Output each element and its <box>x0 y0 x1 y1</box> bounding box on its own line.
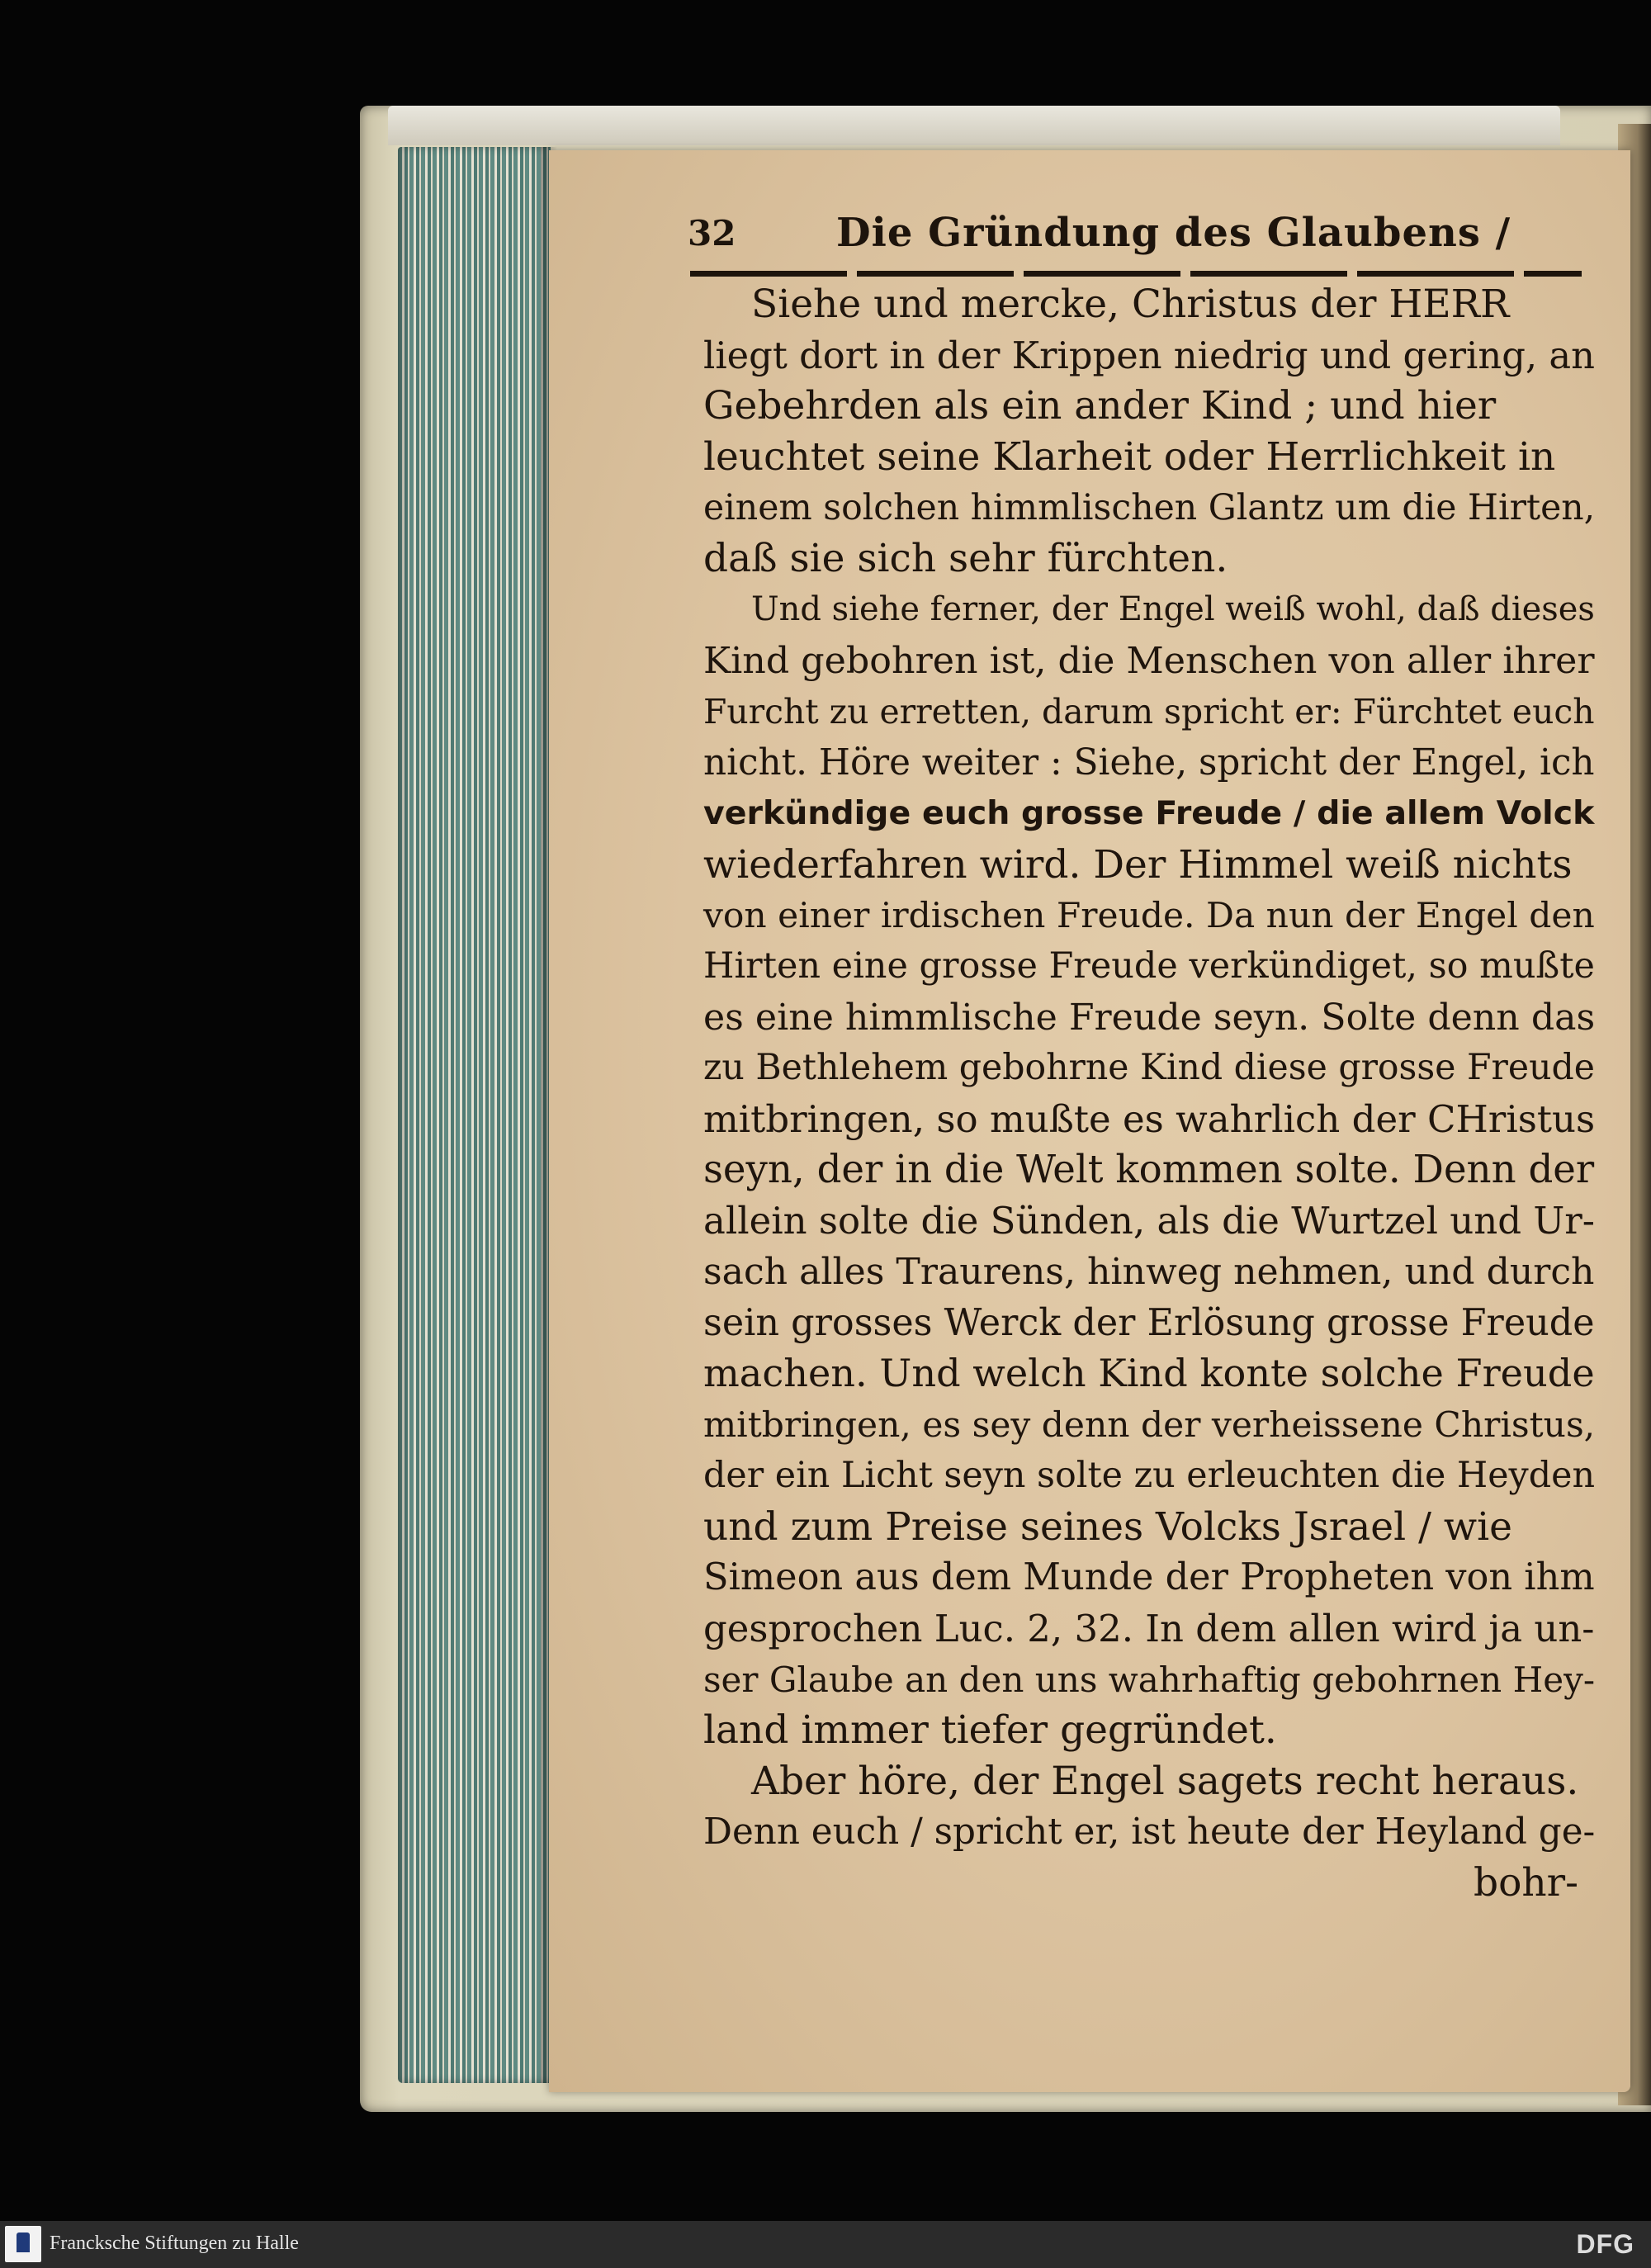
text-line: Hirten eine grosse Freude verkündiget, so mußte <box>703 945 1595 987</box>
header-rule <box>690 271 1582 277</box>
body-text <box>703 279 1595 1909</box>
text-line: nicht. Höre weiter : Siehe, spricht der Engel, ich <box>703 741 1595 784</box>
text-line: Gebehrden als ein ander Kind ; und hier <box>703 383 1497 429</box>
text-line: Aber höre, der Engel sagets recht heraus. <box>751 1758 1579 1804</box>
text-line: machen. Und welch Kind konte solche Freude <box>703 1351 1595 1396</box>
text-line: bohr- <box>1473 1860 1578 1906</box>
text-line: von einer irdischen Freude. Da nun der Engel den <box>703 895 1595 936</box>
viewer-footer <box>0 2221 1651 2268</box>
text-line: sach alles Traurens, hinweg nehmen, und durch <box>703 1251 1595 1294</box>
text-line: zu Bethlehem gebohrne Kind diese grosse Freude <box>703 1047 1595 1089</box>
book-cover-top-edge <box>388 106 1560 145</box>
text-line: seyn, der in die Welt kommen solte. Denn der <box>703 1147 1595 1192</box>
text-line: Furcht zu erretten, darum spricht er: Fürchtet euch <box>703 691 1595 732</box>
text-line: der ein Licht seyn solte zu erleuchten die Heyden <box>703 1454 1596 1496</box>
text-line: und zum Preise seines Volcks Jsrael / wie <box>703 1503 1512 1550</box>
text-line: allein solte die Sünden, als die Wurtzel und Ur- <box>703 1199 1595 1243</box>
text-line: verkündige euch grosse Freude / die allem Volck <box>703 793 1595 832</box>
text-line: Simeon aus dem Munde der Propheten von ihm <box>703 1555 1595 1599</box>
text-line: leuchtet seine Klarheit oder Herrlichkeit in <box>703 434 1556 481</box>
text-line: liegt dort in der Krippen niedrig und gering, an <box>703 333 1595 377</box>
text-line: mitbringen, so mußte es wahrlich der CHristus <box>703 1097 1596 1141</box>
text-line: mitbringen, es sey denn der verheissene Christus, <box>703 1404 1596 1446</box>
text-line: daß sie sich sehr fürchten. <box>703 536 1228 582</box>
running-head <box>688 205 1579 263</box>
text-line: einem solchen himmlischen Glantz um die Hirten, <box>703 487 1596 528</box>
text-line: es eine himmlische Freude seyn. Solte denn das <box>703 996 1596 1039</box>
text-line: Siehe und mercke, Christus der HERR <box>751 282 1510 327</box>
text-line: ser Glaube an den uns wahrhaftig gebohrnen Hey- <box>703 1659 1596 1700</box>
text-line: gesprochen Luc. 2, 32. In dem allen wird ja un- <box>703 1606 1595 1650</box>
page-fore-edge <box>398 147 551 2083</box>
text-line: Denn euch / spricht er, ist heute der Heyland ge- <box>703 1811 1596 1853</box>
running-title: Die Gründung des Glaubens / <box>836 210 1511 256</box>
text-line: Und siehe ferner, der Engel weiß wohl, daß dieses <box>751 590 1595 629</box>
text-line: sein grosses Werck der Erlösung grosse Freude <box>703 1301 1595 1344</box>
dfg-logo: DFG <box>1576 2229 1634 2259</box>
institution-logo-icon <box>5 2226 41 2262</box>
institution-name: Francksche Stiftungen zu Halle <box>50 2232 299 2254</box>
text-line: Kind gebohren ist, die Menschen von aller ihrer <box>703 639 1595 682</box>
text-line: wiederfahren wird. Der Himmel weiß nichts <box>703 841 1573 888</box>
page-number: 32 <box>688 213 736 253</box>
text-line: land immer tiefer gegründet. <box>703 1707 1277 1754</box>
